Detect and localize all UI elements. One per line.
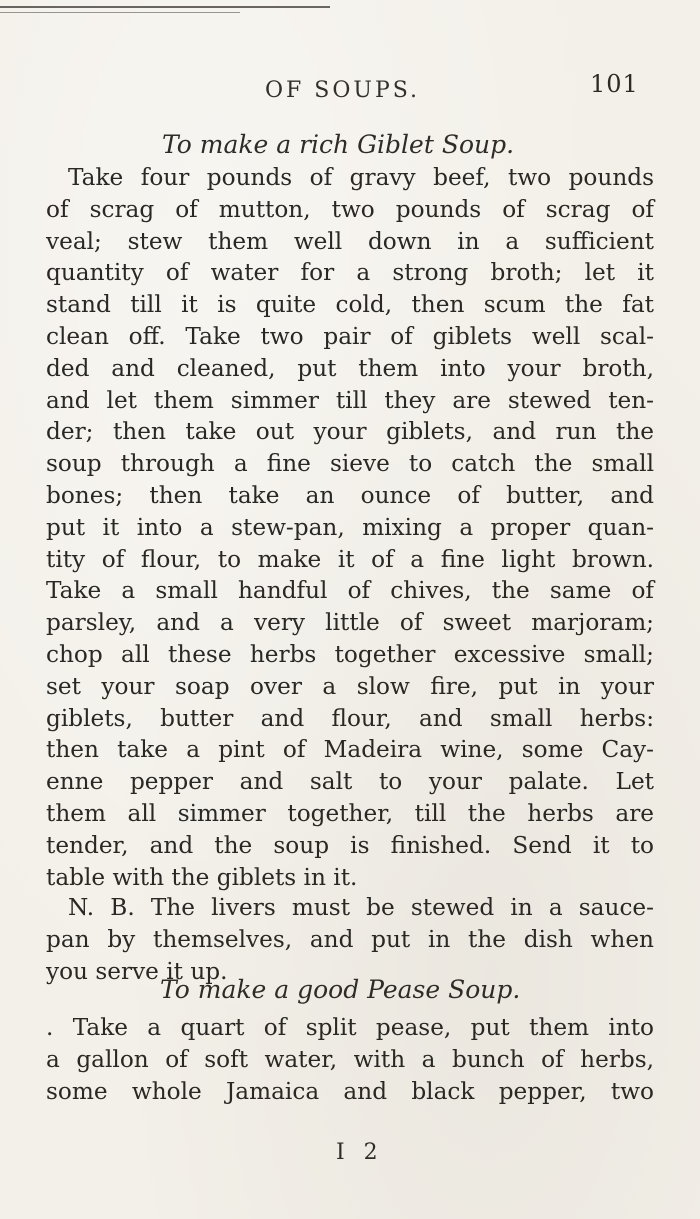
running-head: OF SOUPS. [265, 78, 421, 103]
recipe-title-pease-soup: To make a good Pease Soup. [160, 975, 521, 1004]
signature-mark: I 2 [336, 1140, 384, 1165]
text-line: clean off. Take two pair of giblets well scal- [46, 322, 654, 350]
text-line: tity of flour, to make it of a fine light brown. [46, 545, 654, 573]
text-line: der; then take out your giblets, and run the [46, 418, 654, 446]
text-line: a gallon of soft water, with a bunch of herbs, [46, 1045, 654, 1073]
text-line: quantity of water for a strong broth; let it [46, 259, 654, 287]
text-line: veal; stew them well down in a sufficient [46, 227, 654, 255]
text-line: enne pepper and salt to your palate. Let [46, 768, 654, 796]
text-line: Take a small handful of chives, the same of [46, 577, 654, 605]
text-line: chop all these herbs together excessive small; [46, 640, 654, 668]
text-line: pan by themselves, and put in the dish when [46, 925, 654, 953]
recipe-body-pease-soup [46, 1012, 654, 1107]
text-line: table with the giblets in it. [46, 863, 358, 891]
recipe-body-giblet-soup [46, 162, 654, 893]
text-line: giblets, butter and flour, and small herbs: [46, 704, 654, 732]
text-line: bones; then take an ounce of butter, and [46, 481, 654, 509]
text-line: you serve it up. [46, 957, 228, 985]
text-line: them all simmer together, till the herbs are [46, 799, 654, 827]
text-line: put it into a stew-pan, mixing a proper quan- [46, 513, 654, 541]
note-paragraph [46, 892, 654, 987]
text-line: of scrag of mutton, two pounds of scrag of [46, 195, 654, 223]
text-line: Take four pounds of gravy beef, two pounds [68, 164, 654, 191]
text-line: and let them simmer till they are stewed ten- [46, 386, 654, 414]
text-line: ded and cleaned, put them into your broth, [46, 354, 654, 382]
top-edge-rule-thin [0, 12, 240, 13]
recipe-title-giblet-soup: To make a rich Giblet Soup. [162, 130, 515, 159]
text-line: set your soap over a slow fire, put in your [46, 672, 654, 700]
text-line: parsley, and a very little of sweet marjoram; [46, 609, 654, 637]
text-line: some whole Jamaica and black pepper, two [46, 1077, 654, 1105]
text-line: stand till it is quite cold, then scum the fat [46, 291, 654, 319]
text-line: . Take a quart of split pease, put them into [46, 1014, 654, 1041]
page-number: 101 [590, 70, 639, 98]
top-edge-rule [0, 6, 330, 8]
text-line: then take a pint of Madeira wine, some Cay- [46, 736, 654, 764]
text-line: soup through a fine sieve to catch the small [46, 450, 654, 478]
text-line: N. B. The livers must be stewed in a sauce- [68, 894, 654, 921]
text-line: tender, and the soup is finished. Send it to [46, 831, 654, 859]
